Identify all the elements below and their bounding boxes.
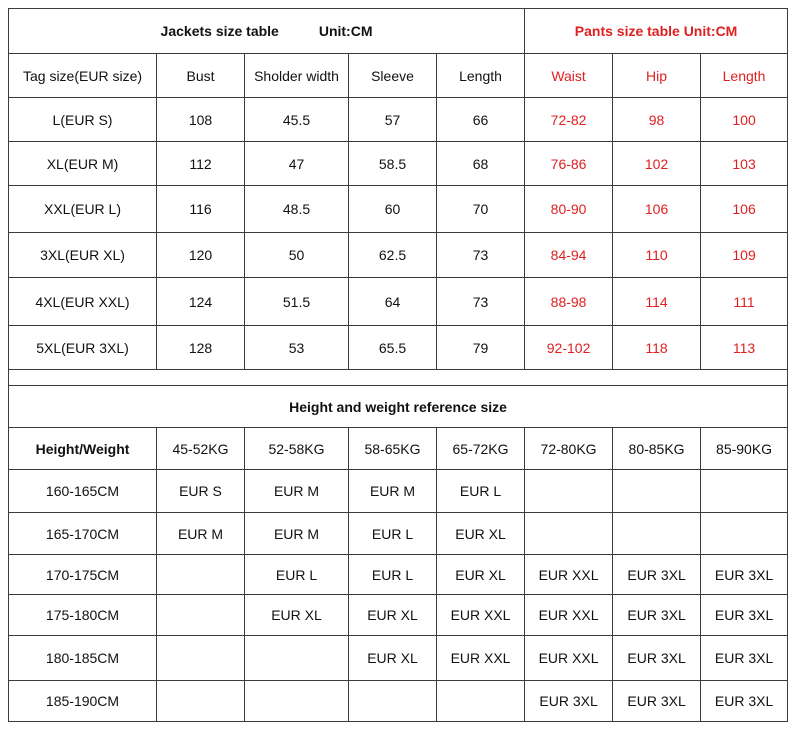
size-cell-hip: 102 bbox=[613, 142, 701, 186]
size-row bbox=[9, 98, 788, 142]
spacer-row bbox=[9, 370, 788, 386]
reference-row bbox=[9, 513, 788, 555]
size-cell-pants-length: 100 bbox=[701, 98, 788, 142]
size-cell-waist: 88-98 bbox=[525, 278, 613, 326]
reference-size-cell: EUR XL bbox=[349, 636, 437, 681]
reference-size-cell: EUR L bbox=[245, 555, 349, 595]
reference-height-cell: 170-175CM bbox=[9, 555, 157, 595]
size-header-row bbox=[9, 54, 788, 98]
reference-title: Height and weight reference size bbox=[9, 386, 788, 428]
size-cell-tag-size: 5XL(EUR 3XL) bbox=[9, 326, 157, 370]
size-cell-tag-size: XL(EUR M) bbox=[9, 142, 157, 186]
jackets-unit: Unit:CM bbox=[318, 23, 373, 39]
reference-size-cell: EUR L bbox=[349, 513, 437, 555]
size-cell-tag-size: 4XL(EUR XXL) bbox=[9, 278, 157, 326]
reference-size-cell: EUR XXL bbox=[525, 555, 613, 595]
reference-header-weight: 80-85KG bbox=[613, 428, 701, 470]
reference-size-cell: EUR XL bbox=[245, 595, 349, 636]
reference-height-cell: 180-185CM bbox=[9, 636, 157, 681]
reference-size-cell bbox=[157, 595, 245, 636]
size-cell-shoulder-width: 50 bbox=[245, 233, 349, 278]
reference-size-cell bbox=[525, 470, 613, 513]
reference-height-cell: 175-180CM bbox=[9, 595, 157, 636]
size-cell-pants-length: 106 bbox=[701, 186, 788, 233]
reference-size-cell: EUR M bbox=[245, 513, 349, 555]
size-row bbox=[9, 326, 788, 370]
size-cell-jacket-length: 68 bbox=[437, 142, 525, 186]
size-row bbox=[9, 186, 788, 233]
title-row bbox=[9, 9, 788, 54]
size-cell-bust: 120 bbox=[157, 233, 245, 278]
size-cell-hip: 110 bbox=[613, 233, 701, 278]
size-cell-jacket-length: 73 bbox=[437, 233, 525, 278]
reference-size-cell bbox=[525, 513, 613, 555]
size-cell-pants-length: 113 bbox=[701, 326, 788, 370]
reference-row bbox=[9, 681, 788, 722]
reference-size-cell: EUR 3XL bbox=[613, 681, 701, 722]
size-cell-tag-size: L(EUR S) bbox=[9, 98, 157, 142]
reference-height-cell: 165-170CM bbox=[9, 513, 157, 555]
size-cell-shoulder-width: 48.5 bbox=[245, 186, 349, 233]
header-bust: Bust bbox=[157, 54, 245, 98]
size-row bbox=[9, 142, 788, 186]
reference-size-cell: EUR XXL bbox=[525, 636, 613, 681]
reference-size-cell: EUR XL bbox=[349, 595, 437, 636]
reference-size-cell: EUR 3XL bbox=[701, 636, 788, 681]
reference-size-cell bbox=[613, 470, 701, 513]
reference-size-cell bbox=[157, 636, 245, 681]
size-cell-bust: 112 bbox=[157, 142, 245, 186]
reference-row bbox=[9, 470, 788, 513]
size-row bbox=[9, 278, 788, 326]
header-pants-length: Length bbox=[701, 54, 788, 98]
reference-size-cell bbox=[613, 513, 701, 555]
reference-size-cell bbox=[701, 513, 788, 555]
reference-header-height-weight: Height/Weight bbox=[9, 428, 157, 470]
reference-row bbox=[9, 636, 788, 681]
reference-header-weight: 65-72KG bbox=[437, 428, 525, 470]
reference-size-cell: EUR M bbox=[349, 470, 437, 513]
size-cell-pants-length: 109 bbox=[701, 233, 788, 278]
size-cell-pants-length: 103 bbox=[701, 142, 788, 186]
reference-size-cell: EUR S bbox=[157, 470, 245, 513]
size-cell-jacket-length: 79 bbox=[437, 326, 525, 370]
size-cell-bust: 116 bbox=[157, 186, 245, 233]
reference-header-weight: 52-58KG bbox=[245, 428, 349, 470]
reference-size-cell: EUR 3XL bbox=[701, 681, 788, 722]
size-cell-waist: 80-90 bbox=[525, 186, 613, 233]
reference-size-cell bbox=[437, 681, 525, 722]
size-cell-bust: 124 bbox=[157, 278, 245, 326]
reference-size-cell bbox=[701, 470, 788, 513]
size-cell-tag-size: 3XL(EUR XL) bbox=[9, 233, 157, 278]
reference-size-cell bbox=[157, 555, 245, 595]
size-cell-sleeve: 65.5 bbox=[349, 326, 437, 370]
size-cell-bust: 128 bbox=[157, 326, 245, 370]
reference-size-cell: EUR 3XL bbox=[613, 636, 701, 681]
size-cell-hip: 98 bbox=[613, 98, 701, 142]
pants-title: Pants size table Unit:CM bbox=[525, 9, 788, 54]
size-table bbox=[8, 8, 788, 722]
header-sleeve: Sleeve bbox=[349, 54, 437, 98]
reference-size-cell bbox=[157, 681, 245, 722]
reference-size-cell: EUR XL bbox=[437, 555, 525, 595]
reference-size-cell: EUR 3XL bbox=[701, 555, 788, 595]
header-waist: Waist bbox=[525, 54, 613, 98]
size-cell-waist: 84-94 bbox=[525, 233, 613, 278]
reference-size-cell: EUR XL bbox=[437, 513, 525, 555]
jackets-title: Jackets size table bbox=[160, 23, 279, 39]
size-cell-tag-size: XXL(EUR L) bbox=[9, 186, 157, 233]
reference-size-cell bbox=[245, 636, 349, 681]
size-cell-sleeve: 64 bbox=[349, 278, 437, 326]
spacer-cell bbox=[9, 370, 788, 386]
reference-height-cell: 160-165CM bbox=[9, 470, 157, 513]
reference-size-cell bbox=[245, 681, 349, 722]
reference-height-cell: 185-190CM bbox=[9, 681, 157, 722]
size-cell-waist: 92-102 bbox=[525, 326, 613, 370]
size-cell-shoulder-width: 45.5 bbox=[245, 98, 349, 142]
size-row bbox=[9, 233, 788, 278]
size-cell-sleeve: 62.5 bbox=[349, 233, 437, 278]
reference-header-weight: 45-52KG bbox=[157, 428, 245, 470]
size-cell-jacket-length: 70 bbox=[437, 186, 525, 233]
reference-size-cell: EUR XXL bbox=[525, 595, 613, 636]
reference-header-row bbox=[9, 428, 788, 470]
size-cell-waist: 72-82 bbox=[525, 98, 613, 142]
size-cell-sleeve: 58.5 bbox=[349, 142, 437, 186]
reference-size-cell: EUR XXL bbox=[437, 595, 525, 636]
size-cell-hip: 114 bbox=[613, 278, 701, 326]
reference-size-cell: EUR L bbox=[349, 555, 437, 595]
size-cell-sleeve: 60 bbox=[349, 186, 437, 233]
reference-title-row bbox=[9, 386, 788, 428]
size-cell-shoulder-width: 47 bbox=[245, 142, 349, 186]
header-jacket-length: Length bbox=[437, 54, 525, 98]
jackets-title-cell bbox=[9, 9, 525, 54]
size-cell-hip: 118 bbox=[613, 326, 701, 370]
size-chart bbox=[8, 8, 788, 722]
size-cell-sleeve: 57 bbox=[349, 98, 437, 142]
reference-size-cell: EUR 3XL bbox=[613, 595, 701, 636]
reference-size-cell: EUR XXL bbox=[437, 636, 525, 681]
reference-size-cell: EUR 3XL bbox=[701, 595, 788, 636]
header-shoulder-width: Sholder width bbox=[245, 54, 349, 98]
reference-size-cell bbox=[349, 681, 437, 722]
reference-size-cell: EUR M bbox=[245, 470, 349, 513]
reference-row bbox=[9, 555, 788, 595]
reference-size-cell: EUR 3XL bbox=[613, 555, 701, 595]
size-cell-shoulder-width: 53 bbox=[245, 326, 349, 370]
reference-size-cell: EUR 3XL bbox=[525, 681, 613, 722]
reference-header-weight: 85-90KG bbox=[701, 428, 788, 470]
reference-size-cell: EUR L bbox=[437, 470, 525, 513]
reference-row bbox=[9, 595, 788, 636]
header-hip: Hip bbox=[613, 54, 701, 98]
reference-size-cell: EUR M bbox=[157, 513, 245, 555]
header-tag-size: Tag size(EUR size) bbox=[9, 54, 157, 98]
size-cell-bust: 108 bbox=[157, 98, 245, 142]
size-cell-jacket-length: 73 bbox=[437, 278, 525, 326]
size-cell-pants-length: 111 bbox=[701, 278, 788, 326]
reference-header-weight: 72-80KG bbox=[525, 428, 613, 470]
size-cell-waist: 76-86 bbox=[525, 142, 613, 186]
size-cell-hip: 106 bbox=[613, 186, 701, 233]
reference-header-weight: 58-65KG bbox=[349, 428, 437, 470]
size-cell-jacket-length: 66 bbox=[437, 98, 525, 142]
size-cell-shoulder-width: 51.5 bbox=[245, 278, 349, 326]
